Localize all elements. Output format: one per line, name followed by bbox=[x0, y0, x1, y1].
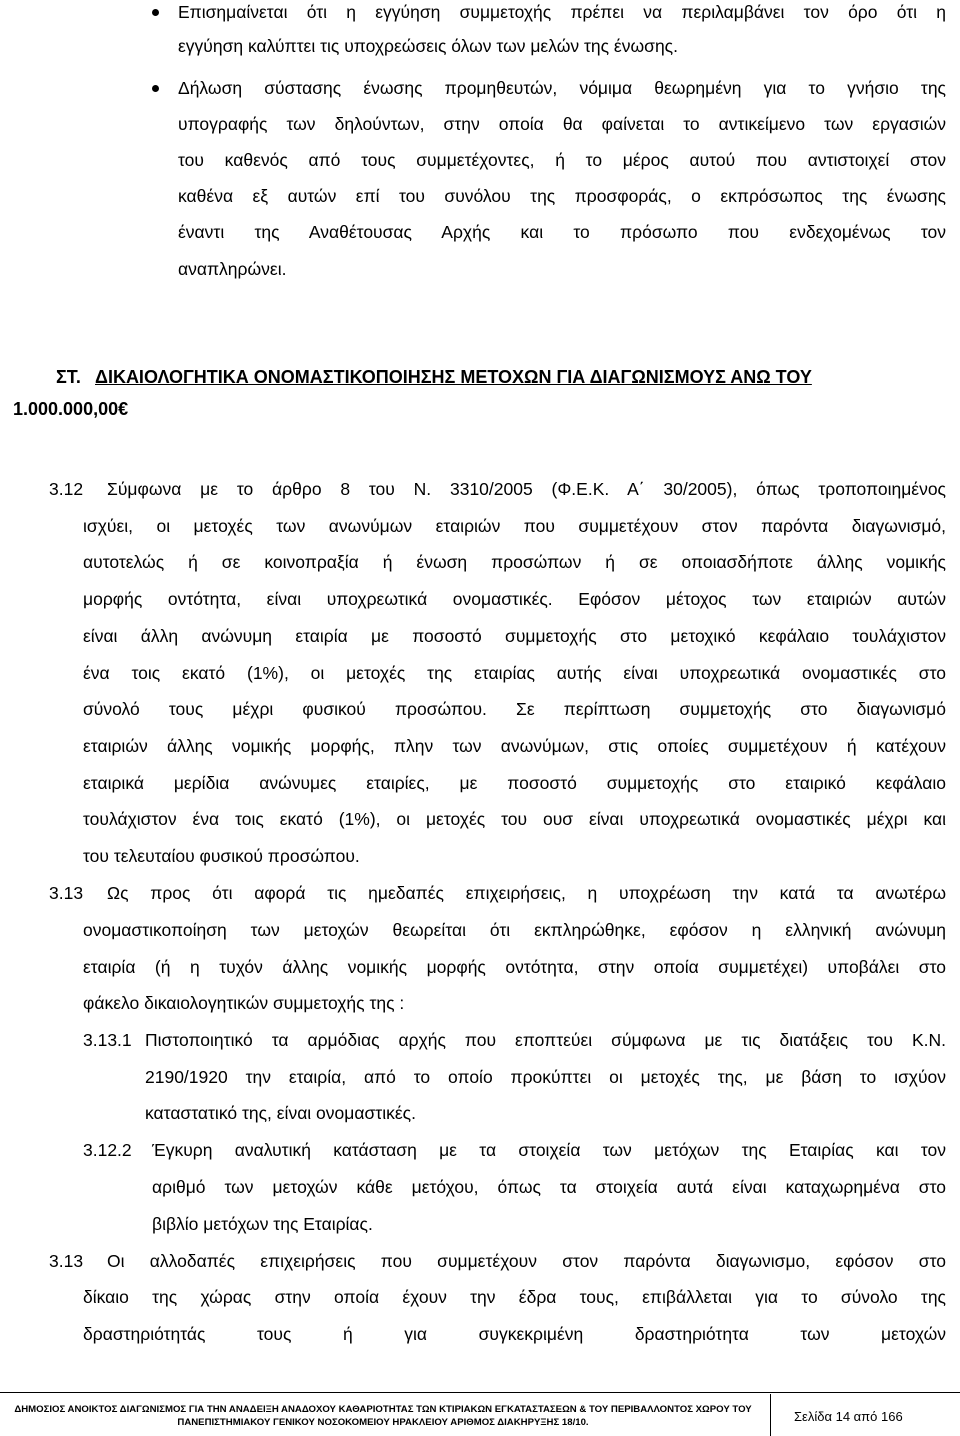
section-heading-prefix: ΣΤ. bbox=[56, 367, 81, 387]
paragraph-line: έναντι της Αναθέτουσας Αρχής και το πρόσωπο που ενδεχομένως τον bbox=[178, 222, 946, 242]
paragraph-line: καταστατικό της, είναι ονομαστικές. bbox=[145, 1103, 416, 1123]
paragraph-line: ένα τοις εκατό (1%), οι μετοχές της εταιρίας αυτής είναι υποχρεωτικά ονομαστικές στο bbox=[83, 663, 946, 683]
paragraph-line: του καθενός από τους συμμετέχοντες, ή το μέρος αυτού που αντιστοιχεί στον bbox=[178, 150, 946, 170]
paragraph-line: εταιριών άλλης νομικής μορφής, πλην των ανωνύμων, στις οποίες συμμετέχουν ή κατέχουν bbox=[83, 736, 946, 756]
paragraph-line: ονομαστικοποίηση των μετοχών θεωρείται ότι εκπληρώθηκε, εφόσον η ελληνική ανώνυμη bbox=[83, 920, 946, 940]
paragraph-line: αναπληρώνει. bbox=[178, 259, 287, 279]
paragraph-line: είναι άλλη ανώνυμη εταιρία με ποσοστό συμμετοχής στο μετοχικό κεφάλαιο τουλάχιστον bbox=[83, 626, 946, 646]
section-heading-amount: 1.000.000,00€ bbox=[13, 399, 129, 419]
paragraph-line: υπογραφής των δηλούντων, στην οποία θα φαίνεται το αντικείμενο των εργασιών bbox=[178, 114, 946, 134]
paragraph-line: Οι αλλοδαπές επιχειρήσεις που συμμετέχουν στον παρόντα διαγωνισμο, εφόσον στο bbox=[107, 1251, 946, 1271]
paragraph-line: αριθμό των μετοχών κάθε μετόχου, όπως τα στοιχεία αυτά είναι καταχωρημένα στο bbox=[152, 1177, 946, 1197]
paragraph-line: μορφής οντότητα, είναι υποχρεωτικά ονομαστικές. Εφόσον μέτοχος των εταιριών αυτών bbox=[83, 589, 946, 609]
footer-tender-title: ΔΗΜΟΣΙΟΣ ΑΝΟΙΚΤΟΣ ΔΙΑΓΩΝΙΣΜΟΣ ΓΙΑ ΤΗΝ ΑΝΑΔΕΙΞΗ ΑΝΑΔΟΧΟΥ ΚΑΘΑΡΙΟΤΗΤΑΣ ΤΩΝ ΚΤΙΡΙΑΚΩΝ ΕΓΚΑΤΑΣΤΑΣΕΩΝ & ΤΟΥ ΠΕΡΙΒΑΛΛΟΝΤΟΣ ΧΩΡΟΥ ΤΟΥ bbox=[14, 1404, 752, 1415]
bullet-marker bbox=[152, 9, 159, 16]
section-number: 3.13 bbox=[49, 883, 84, 903]
page-number: Σελίδα 14 από 166 bbox=[794, 1409, 903, 1424]
paragraph-line: εταιρικά μερίδια ανώνυμες εταιρίες, με ποσοστό συμμετοχής στο εταιρικό κεφάλαιο bbox=[83, 773, 946, 793]
paragraph-line: του τελευταίου φυσικού προσώπου. bbox=[83, 846, 360, 866]
paragraph-line: δίκαιο της χώρας στην οποία έχουν την έδρα τους, επιβάλλεται για το σύνολο της bbox=[83, 1287, 946, 1307]
footer-divider bbox=[770, 1394, 771, 1436]
paragraph-line: Πιστοποιητικό τα αρμόδιας αρχής που εποπτεύει σύμφωνα με τις διατάξεις του Κ.Ν. bbox=[145, 1030, 946, 1050]
paragraph-line: Δήλωση σύστασης ένωσης προμηθευτών, νόμιμα θεωρημένη για το γνήσιο της bbox=[178, 78, 946, 98]
bullet-marker bbox=[152, 85, 159, 92]
footer-top-rule bbox=[0, 1392, 960, 1393]
section-number: 3.12 bbox=[49, 479, 84, 499]
paragraph-line: τουλάχιστον ένα τοις εκατό (1%), οι μετοχές του ουσ είναι υποχρεωτικά ονομαστικές μέχρι και bbox=[83, 809, 946, 829]
subsection-number: 3.13.1 bbox=[83, 1030, 132, 1050]
paragraph-line: Ως προς ότι αφορά τις ημεδαπές επιχειρήσεις, η υποχρέωση την κατά τα ανωτέρω bbox=[107, 883, 946, 903]
paragraph-line: σύνολό τους μέχρι φυσικού προσώπου. Σε περίπτωση συμμετοχής στο διαγωνισμό bbox=[83, 699, 946, 719]
paragraph-line: βιβλίο μετόχων της Εταιρίας. bbox=[152, 1214, 373, 1234]
paragraph-line: ισχύει, οι μετοχές των ανωνύμων εταιριών που συμμετέχουν στον παρόντα διαγωνισμό, bbox=[83, 516, 946, 536]
paragraph-line: Σύμφωνα με το άρθρο 8 του Ν. 3310/2005 (Φ.Ε.Κ. Α΄ 30/2005), όπως τροποποιημένος bbox=[107, 479, 946, 499]
paragraph-line: Έγκυρη αναλυτική κατάσταση με τα στοιχεία των μετόχων της Εταιρίας και τον bbox=[152, 1140, 946, 1160]
footer-tender-subtitle: ΠΑΝΕΠΙΣΤΗΜΙΑΚΟΥ ΓΕΝΙΚΟΥ ΝΟΣΟΚΟΜΕΙΟΥ ΗΡΑΚΛΕΙΟΥ ΑΡΙΘΜΟΣ ΔΙΑΚΗΡΥΞΗΣ 18/10. bbox=[177, 1417, 589, 1428]
paragraph-line: Επισημαίνεται ότι η εγγύηση συμμετοχής πρέπει να περιλαμβάνει τον όρο ότι η bbox=[178, 2, 946, 22]
subsection-number: 3.12.2 bbox=[83, 1140, 132, 1160]
paragraph-line: δραστηριότητάς τους ή για συγκεκριμένη δραστηριότητα των μετοχών bbox=[83, 1324, 946, 1344]
paragraph-line: αυτοτελώς ή σε κοινοπραξία ή ένωση προσώπων ή σε οποιασδήποτε άλλης νομικής bbox=[83, 552, 946, 572]
paragraph-line: εγγύηση καλύπτει τις υποχρεώσεις όλων των μελών της ένωσης. bbox=[178, 36, 678, 56]
paragraph-line: φάκελο δικαιολογητικών συμμετοχής της : bbox=[83, 993, 405, 1013]
paragraph-line: εταιρία (ή η τυχόν άλλης νομικής μορφής οντότητα, στην οποία συμμετέχει) υποβάλει στο bbox=[83, 957, 946, 977]
section-number: 3.13 bbox=[49, 1251, 84, 1271]
paragraph-line: καθένα εξ αυτών επί του συνόλου της προσφοράς, ο εκπρόσωπος της ένωσης bbox=[178, 186, 946, 206]
section-heading-title: ΔΙΚΑΙΟΛΟΓΗΤΙΚΑ ΟΝΟΜΑΣΤΙΚΟΠΟΙΗΣΗΣ ΜΕΤΟΧΩΝ ΓΙΑ ΔΙΑΓΩΝΙΣΜΟΥΣ ΑΝΩ ΤΟΥ bbox=[95, 367, 812, 387]
paragraph-line: 2190/1920 την εταιρία, από το οποίο προκύπτει οι μετοχές της, με βάση το ισχύον bbox=[145, 1067, 946, 1087]
